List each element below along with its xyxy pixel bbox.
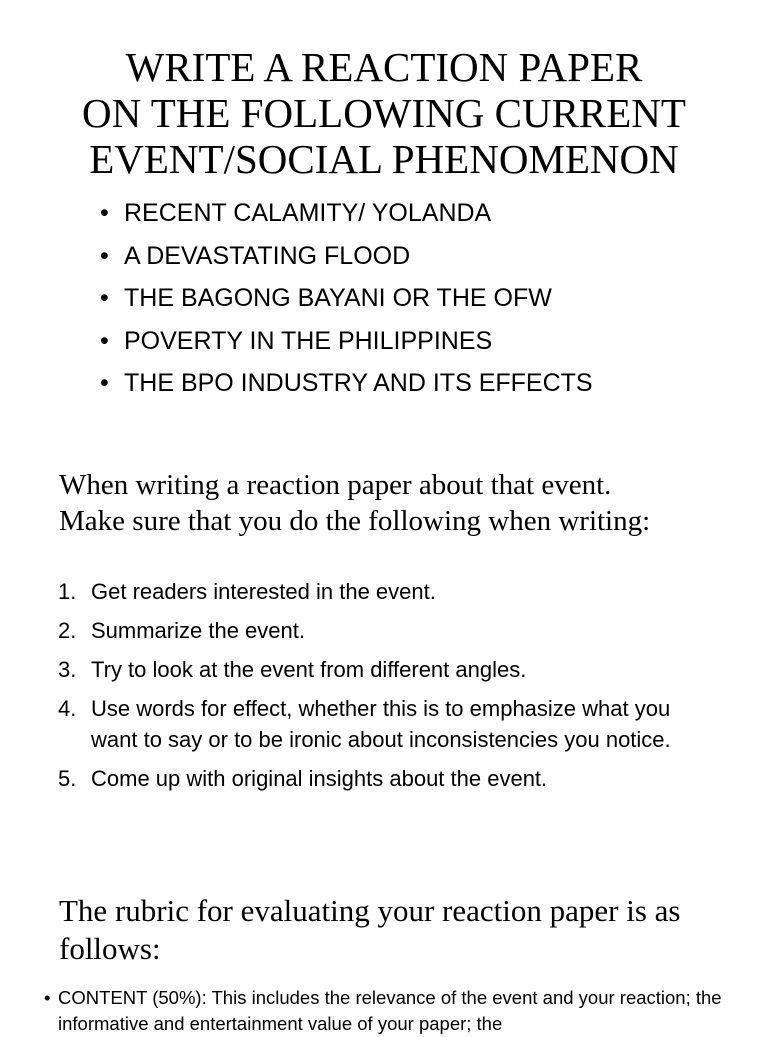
topic-item — [100, 195, 593, 238]
topic-item — [100, 365, 593, 408]
step-item — [58, 693, 711, 755]
step-text: Try to look at the event from different angles. — [91, 657, 527, 682]
intro-line-2: Make sure that you do the following when writing: — [59, 505, 651, 537]
step-number: 5. — [58, 766, 77, 791]
rubric-text: CONTENT (50%): This includes the relevance of the event and your reaction; the informative and entertainment value of your paper; the — [58, 987, 722, 1034]
title-line-3: EVENT/SOCIAL PHENOMENON — [89, 136, 679, 182]
bullet-icon: • — [100, 369, 109, 397]
topic-label: RECENT CALAMITY/ YOLANDA — [124, 199, 492, 227]
step-number: 1. — [58, 579, 77, 604]
rubric-item — [44, 985, 744, 1037]
bullet-icon: • — [100, 326, 109, 355]
step-item — [58, 576, 711, 607]
topic-list — [100, 195, 593, 408]
page-title — [0, 44, 768, 182]
topic-label: THE BAGONG BAYANI OR THE OFW — [124, 284, 552, 312]
bullet-icon: • — [44, 987, 51, 1008]
step-number: 3. — [58, 657, 77, 682]
topic-item — [100, 280, 593, 323]
topic-label: POVERTY IN THE PHILIPPINES — [124, 326, 493, 355]
topic-item — [100, 238, 593, 281]
bullet-icon: • — [100, 199, 109, 227]
intro-line-1: When writing a reaction paper about that event. — [59, 469, 612, 501]
step-text: Come up with original insights about the event. — [91, 766, 548, 791]
steps-list — [58, 576, 711, 802]
bullet-icon: • — [100, 284, 109, 312]
step-text: Use words for effect, whether this is to emphasize what you want to say or to be ironic about inconsistencies you notice. — [91, 696, 671, 752]
topic-label: A DEVASTATING FLOOD — [124, 241, 411, 270]
step-item — [58, 615, 711, 646]
title-line-2: ON THE FOLLOWING CURRENT — [82, 90, 686, 136]
topic-label: THE BPO INDUSTRY AND ITS EFFECTS — [124, 369, 593, 397]
step-text: Get readers interested in the event. — [91, 579, 436, 604]
bullet-icon: • — [100, 241, 109, 270]
step-item — [58, 654, 711, 685]
step-item — [58, 763, 711, 794]
topic-item — [100, 323, 593, 366]
intro-paragraph — [59, 467, 650, 539]
step-number: 2. — [58, 618, 77, 643]
step-number: 4. — [58, 696, 77, 721]
step-text: Summarize the event. — [91, 618, 305, 643]
title-line-1: WRITE A REACTION PAPER — [125, 44, 643, 90]
rubric-list — [44, 985, 744, 1037]
rubric-heading: The rubric for evaluating your reaction paper is as follows: — [59, 893, 681, 966]
